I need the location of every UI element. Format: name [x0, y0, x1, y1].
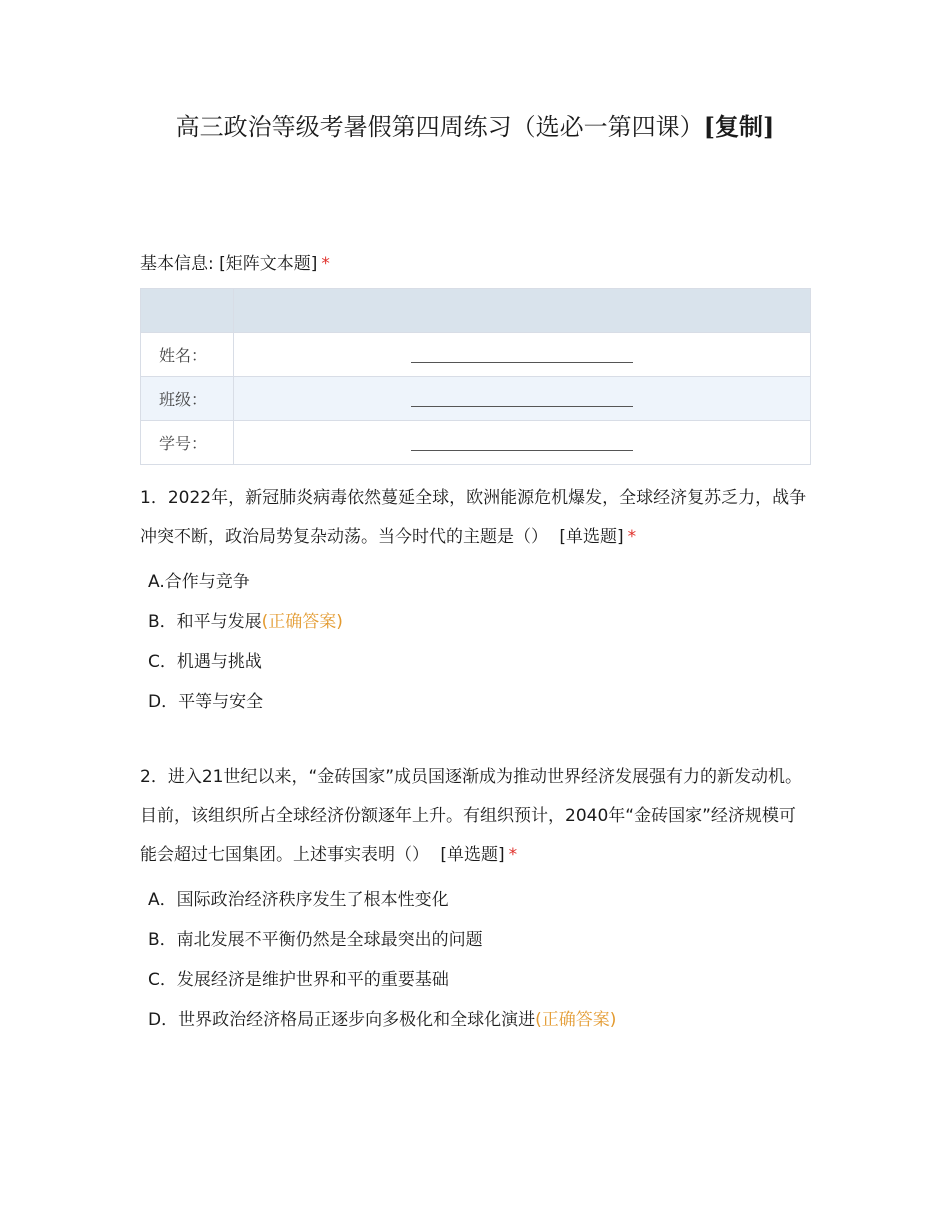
question-2-option-d[interactable] [148, 1000, 616, 1040]
question-2-type: [单选题] [440, 845, 505, 865]
question-2-option-b[interactable] [148, 920, 616, 960]
page-title [0, 110, 950, 144]
question-1-options [148, 562, 343, 722]
matrix-row-class [141, 377, 811, 421]
basic-info-matrix [140, 288, 811, 465]
question-1-option-b[interactable] [148, 602, 343, 642]
option-label: C．机遇与挑战 [148, 652, 262, 672]
student-id-input-line[interactable] [234, 421, 811, 465]
matrix-row-label: 学号： [141, 421, 234, 465]
question-1-option-a[interactable] [148, 562, 343, 602]
option-label: B．南北发展不平衡仍然是全球最突出的问题 [148, 930, 483, 950]
matrix-header-cell [141, 289, 234, 333]
correct-answer-note: (正确答案) [535, 1010, 617, 1030]
option-label: A.合作与竞争 [148, 572, 250, 592]
blank-underline [411, 392, 633, 407]
question-2-stem: 2．进入21世纪以来，“金砖国家”成员国逐渐成为推动世界经济发展强有力的新发动机。目前，该组织所占全球经济份额逐年上升。有组织预计，2040年“金砖国家”经济规模可能会超过七国集团。上述事实表明（） [140, 767, 803, 865]
matrix-row-name [141, 333, 811, 377]
question-2-option-a[interactable] [148, 880, 616, 920]
basic-info-type: [矩阵文本题] [219, 254, 318, 274]
option-label: B．和平与发展 [148, 612, 262, 632]
required-mark: * [508, 845, 518, 865]
required-mark: * [321, 254, 330, 274]
matrix-header-cell [234, 289, 811, 333]
correct-answer-note: (正确答案) [261, 612, 343, 632]
basic-info-label [140, 252, 330, 276]
question-1-option-c[interactable] [148, 642, 343, 682]
title-suffix: [复制] [703, 112, 775, 141]
question-1-option-d[interactable] [148, 682, 343, 722]
required-mark: * [627, 527, 637, 547]
name-input-line[interactable] [234, 333, 811, 377]
matrix-row-student-id [141, 421, 811, 465]
class-input-line[interactable] [234, 377, 811, 421]
basic-info-title: 基本信息: [140, 254, 214, 274]
question-1-stem: 1．2022年，新冠肺炎病毒依然蔓延全球，欧洲能源危机爆发，全球经济复苏乏力，战争冲突不断，政治局势复杂动荡。当今时代的主题是（） [140, 488, 807, 547]
blank-underline [411, 436, 633, 451]
question-2-text [140, 758, 812, 875]
option-label: D．平等与安全 [148, 692, 264, 712]
matrix-row-label: 班级： [141, 377, 234, 421]
matrix-header-row [141, 289, 811, 333]
blank-underline [411, 348, 633, 363]
matrix-row-label: 姓名： [141, 333, 234, 377]
question-2-options [148, 880, 616, 1040]
title-main: 高三政治等级考暑假第四周练习（选必一第四课） [175, 113, 704, 141]
option-label: C．发展经济是维护世界和平的重要基础 [148, 970, 449, 990]
question-2-option-c[interactable] [148, 960, 616, 1000]
option-label: D．世界政治经济格局正逐步向多极化和全球化演进 [148, 1010, 536, 1030]
question-1-text [140, 479, 812, 557]
option-label: A．国际政治经济秩序发生了根本性变化 [148, 890, 449, 910]
question-1-type: [单选题] [559, 527, 624, 547]
